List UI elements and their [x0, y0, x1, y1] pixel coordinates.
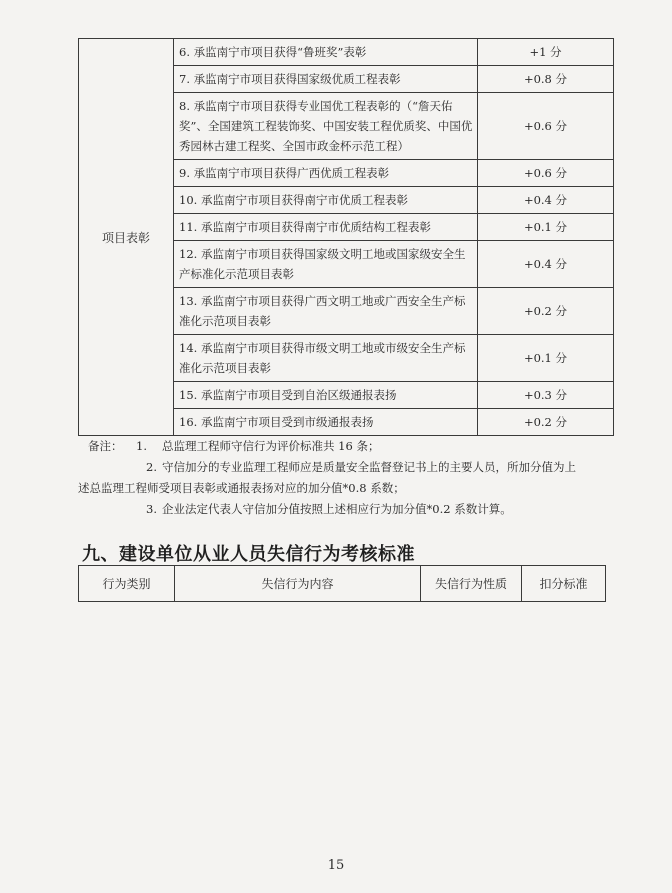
note-item [78, 457, 601, 478]
note-item [78, 499, 601, 520]
item-cell: 6. 承监南宁市项目获得“鲁班奖”表彰 [174, 39, 478, 66]
item-cell: 10. 承监南宁市项目获得南宁市优质工程表彰 [174, 187, 478, 214]
section-title: 九、建设单位从业人员失信行为考核标准 [82, 544, 415, 565]
dishonest-behavior-table-header [78, 565, 606, 602]
note-item [78, 436, 601, 457]
note-text: 企业法定代表人守信加分值按照上述相应行为加分值*0.2 系数计算。 [162, 502, 512, 516]
points-cell: +0.6 分 [478, 160, 614, 187]
points-cell: +0.8 分 [478, 66, 614, 93]
item-cell: 8. 承监南宁市项目获得专业国优工程表彰的（“詹天佑奖”、全国建筑工程装饰奖、中国安装工程优质奖、中国优秀园林古建工程奖、全国市政金杯示范工程） [174, 93, 478, 160]
points-cell: +0.4 分 [478, 187, 614, 214]
points-cell: +0.1 分 [478, 335, 614, 382]
category-cell: 项目表彰 [79, 39, 174, 436]
item-cell: 16. 承监南宁市项目受到市级通报表扬 [174, 409, 478, 436]
note-item-continuation [78, 478, 601, 499]
project-award-table [78, 38, 614, 436]
note-number: 2. [146, 460, 157, 474]
points-cell: +0.3 分 [478, 382, 614, 409]
points-cell: +0.2 分 [478, 409, 614, 436]
table-header-row [79, 566, 606, 602]
item-cell: 14. 承监南宁市项目获得市级文明工地或市级安全生产标准化示范项目表彰 [174, 335, 478, 382]
page-number: 15 [327, 858, 345, 873]
header-cell: 失信行为内容 [175, 566, 421, 602]
note-text: 述总监理工程师受项目表彰或通报表扬对应的加分值*0.8 系数； [78, 481, 405, 495]
note-text: 守信加分的专业监理工程师应是质量安全监督登记书上的主要人员，所加分值为上 [162, 460, 576, 474]
item-cell: 15. 承监南宁市项目受到自治区级通报表扬 [174, 382, 478, 409]
header-cell: 扣分标准 [522, 566, 606, 602]
notes-block [78, 436, 601, 520]
item-cell: 7. 承监南宁市项目获得国家级优质工程表彰 [174, 66, 478, 93]
table-row [79, 39, 614, 66]
points-cell: +0.1 分 [478, 214, 614, 241]
points-cell: +0.6 分 [478, 93, 614, 160]
note-number: 3. [146, 502, 157, 516]
item-cell: 12. 承监南宁市项目获得国家级文明工地或国家级安全生产标准化示范项目表彰 [174, 241, 478, 288]
header-cell: 行为类别 [79, 566, 175, 602]
item-cell: 11. 承监南宁市项目获得南宁市优质结构工程表彰 [174, 214, 478, 241]
note-text: 总监理工程师守信行为评价标准共 16 条； [162, 439, 380, 453]
item-cell: 9. 承监南宁市项目获得广西优质工程表彰 [174, 160, 478, 187]
points-cell: +0.2 分 [478, 288, 614, 335]
note-number: 1. [136, 439, 147, 453]
notes-lead: 备注： [88, 439, 123, 453]
points-cell: +1 分 [478, 39, 614, 66]
item-cell: 13. 承监南宁市项目获得广西文明工地或广西安全生产标准化示范项目表彰 [174, 288, 478, 335]
points-cell: +0.4 分 [478, 241, 614, 288]
header-cell: 失信行为性质 [421, 566, 522, 602]
